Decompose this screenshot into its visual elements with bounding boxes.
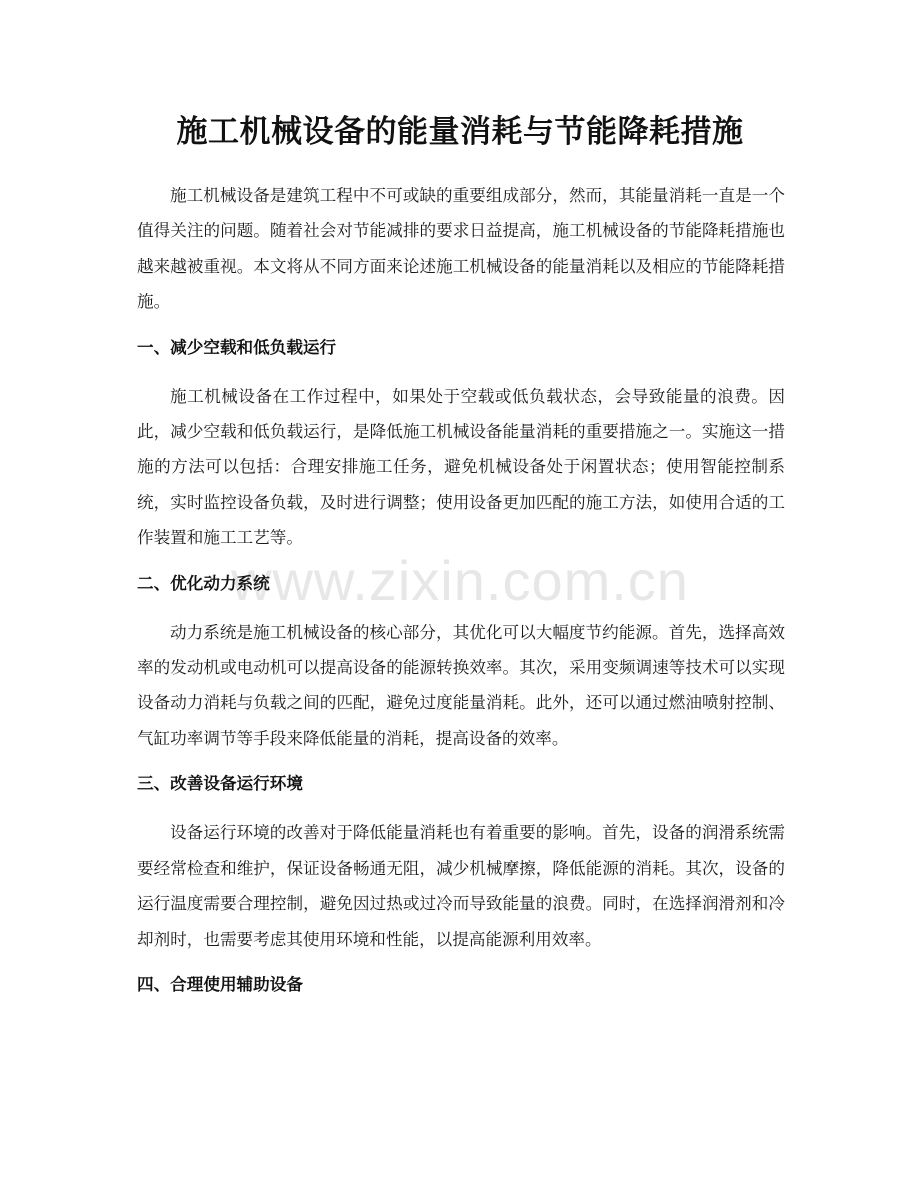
section-3 [137,766,785,957]
page-title: 施工机械设备的能量消耗与节能降耗措施 [176,114,744,150]
section-2 [137,566,785,757]
section-heading: 四、合理使用辅助设备 [137,974,303,994]
section-4 [137,967,785,1003]
section-paragraph: 施工机械设备在工作过程中，如果处于空载或低负载状态，会导致能量的浪费。因此，减少空载和低负载运行，是降低施工机械设备能量消耗的重要措施之一。实施这一措施的方法可以包括：合理安排施工任务，避免机械设备处于闲置状态；使用智能控制系统，实时监控设备负载，及时进行调整；使用设备更加匹配的施工方法，如使用合适的工作装置和施工工艺等。 [137,386,785,548]
watermark: www.zixin.com.cn [231,549,689,612]
intro-paragraph: 施工机械设备是建筑工程中不可或缺的重要组成部分，然而，其能量消耗一直是一个值得关注的问题。随着社会对节能减排的要求日益提高，施工机械设备的节能降耗措施也越来越被重视。本文将从不同方面来论述施工机械设备的能量消耗以及相应的节能降耗措施。 [137,186,785,312]
section-heading: 一、减少空载和低负载运行 [137,337,337,357]
section-heading: 二、优化动力系统 [137,573,270,593]
section-paragraph: 设备运行环境的改善对于降低能量消耗也有着重要的影响。首先，设备的润滑系统需要经常检查和维护，保证设备畅通无阻，减少机械摩擦，降低能源的消耗。其次，设备的运行温度需要合理控制，避免因过热或过冷而导致能量的浪费。同时，在选择润滑剂和冷却剂时，也需要考虑其使用环境和性能，以提高能源利用效率。 [137,823,785,949]
section-paragraph: 动力系统是施工机械设备的核心部分，其优化可以大幅度节约能源。首先，选择高效率的发动机或电动机可以提高设备的能源转换效率。其次，采用变频调速等技术可以实现设备动力消耗与负载之间的匹配，避免过度能量消耗。此外，还可以通过燃油喷射控制、气缸功率调节等手段来降低能量的消耗，提高设备的效率。 [137,622,785,748]
document-body [137,178,785,1003]
section-1 [137,330,785,556]
section-heading: 三、改善设备运行环境 [137,774,303,794]
